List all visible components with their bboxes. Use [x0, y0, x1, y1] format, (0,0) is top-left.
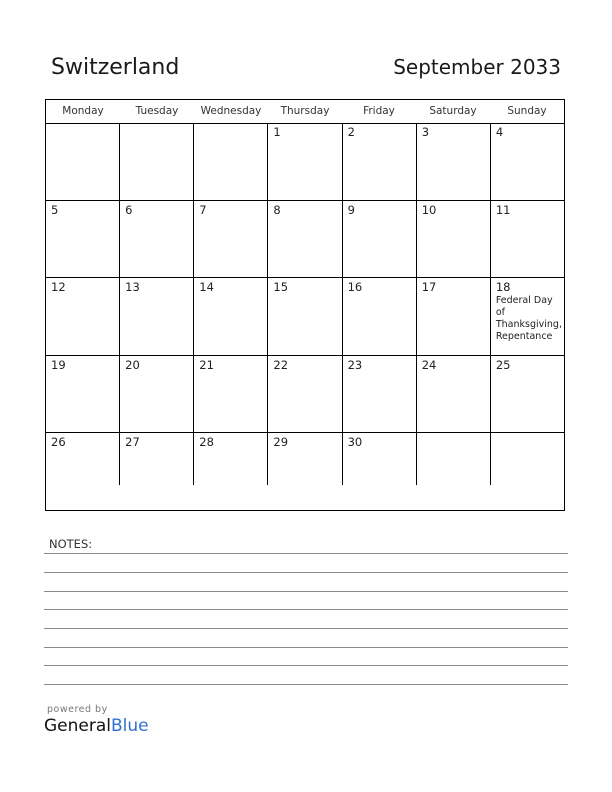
day-cell[interactable]	[268, 278, 342, 355]
day-cell[interactable]	[417, 433, 491, 485]
holiday-event: Federal Day of Thanksgiving, Repentance	[495, 295, 562, 342]
week-row	[46, 433, 564, 485]
day-cell[interactable]	[343, 433, 417, 485]
day-number: 5	[51, 202, 59, 217]
brand-general: General	[44, 716, 111, 736]
day-cell[interactable]	[194, 356, 268, 433]
day-number: 28	[199, 435, 214, 449]
powered-by-text: powered by	[47, 704, 108, 715]
day-number: 24	[421, 357, 437, 372]
day-cell[interactable]	[417, 123, 491, 200]
day-number: 8	[273, 202, 281, 217]
notes-label: NOTES:	[49, 537, 93, 551]
day-cell[interactable]	[491, 433, 564, 485]
day-cell[interactable]	[268, 123, 342, 200]
day-cell[interactable]	[343, 278, 417, 355]
week-row	[46, 356, 564, 434]
weekday-thursday: Thursday	[280, 105, 330, 117]
day-cell[interactable]	[343, 356, 417, 433]
day-cell[interactable]	[46, 356, 120, 433]
notes-line[interactable]	[44, 553, 568, 554]
weekday-friday: Friday	[363, 105, 395, 117]
notes-line[interactable]	[44, 684, 568, 685]
day-number: 14	[199, 280, 214, 294]
country-title: Switzerland	[51, 55, 180, 80]
day-number: 19	[51, 357, 66, 372]
day-cell[interactable]	[46, 278, 120, 355]
notes-line[interactable]	[44, 628, 568, 629]
day-cell[interactable]	[46, 201, 120, 278]
day-cell[interactable]	[120, 278, 194, 355]
day-cell[interactable]	[120, 433, 194, 485]
notes-line[interactable]	[44, 609, 568, 610]
day-cell[interactable]	[120, 356, 194, 433]
day-cell[interactable]	[120, 201, 194, 278]
day-cell[interactable]	[417, 278, 491, 355]
day-number: 12	[51, 280, 66, 294]
day-cell[interactable]	[46, 123, 120, 200]
day-number: 22	[273, 357, 289, 372]
day-cell[interactable]	[491, 278, 564, 355]
week-row	[46, 123, 564, 201]
weekday-sunday: Sunday	[507, 105, 547, 117]
day-number: 10	[421, 202, 437, 217]
day-cell[interactable]	[194, 123, 268, 200]
day-cell[interactable]	[268, 356, 342, 433]
day-number: 23	[347, 357, 363, 372]
day-number: 18	[495, 280, 511, 294]
day-cell[interactable]	[343, 201, 417, 278]
day-cell[interactable]	[46, 433, 120, 485]
day-cell[interactable]	[417, 356, 491, 433]
day-cell[interactable]	[343, 123, 417, 200]
day-number: 11	[495, 202, 511, 217]
weekday-monday: Monday	[62, 105, 104, 117]
day-number: 7	[199, 202, 207, 217]
day-cell[interactable]	[268, 433, 342, 485]
day-number: 25	[495, 357, 511, 372]
day-cell[interactable]	[491, 356, 564, 433]
day-number: 27	[125, 435, 140, 449]
day-cell[interactable]	[120, 123, 194, 200]
day-cell[interactable]	[268, 201, 342, 278]
week-row	[46, 201, 564, 279]
day-number: 3	[421, 125, 430, 139]
brand-blue: Blue	[111, 716, 149, 736]
day-number: 29	[273, 435, 289, 449]
weekday-header-row	[46, 100, 564, 124]
weekday-saturday: Saturday	[429, 105, 477, 117]
day-number: 30	[347, 435, 363, 449]
notes-line[interactable]	[44, 647, 568, 648]
day-number: 21	[199, 357, 214, 372]
day-cell[interactable]	[491, 123, 564, 200]
day-number: 16	[347, 280, 363, 294]
day-number: 1	[273, 125, 281, 139]
day-number: 2	[347, 125, 355, 139]
week-row	[46, 278, 564, 356]
day-number: 15	[273, 280, 289, 294]
day-number: 20	[125, 357, 140, 372]
notes-line[interactable]	[44, 665, 568, 666]
day-cell[interactable]	[194, 278, 268, 355]
day-number: 13	[125, 280, 140, 294]
generalblue-logo	[44, 716, 149, 736]
day-number: 26	[51, 435, 66, 449]
calendar-grid	[45, 99, 565, 511]
weekday-tuesday: Tuesday	[135, 105, 179, 117]
weekday-wednesday: Wednesday	[200, 105, 262, 117]
day-cell[interactable]	[417, 201, 491, 278]
notes-line[interactable]	[44, 591, 568, 592]
day-number: 17	[421, 280, 437, 294]
day-number: 9	[347, 202, 355, 217]
day-number: 4	[495, 125, 504, 139]
day-number: 6	[125, 202, 133, 217]
day-cell[interactable]	[194, 433, 268, 485]
day-cell[interactable]	[491, 201, 564, 278]
day-cell[interactable]	[194, 201, 268, 278]
month-year-title: September 2033	[393, 55, 561, 79]
notes-line[interactable]	[44, 572, 568, 573]
